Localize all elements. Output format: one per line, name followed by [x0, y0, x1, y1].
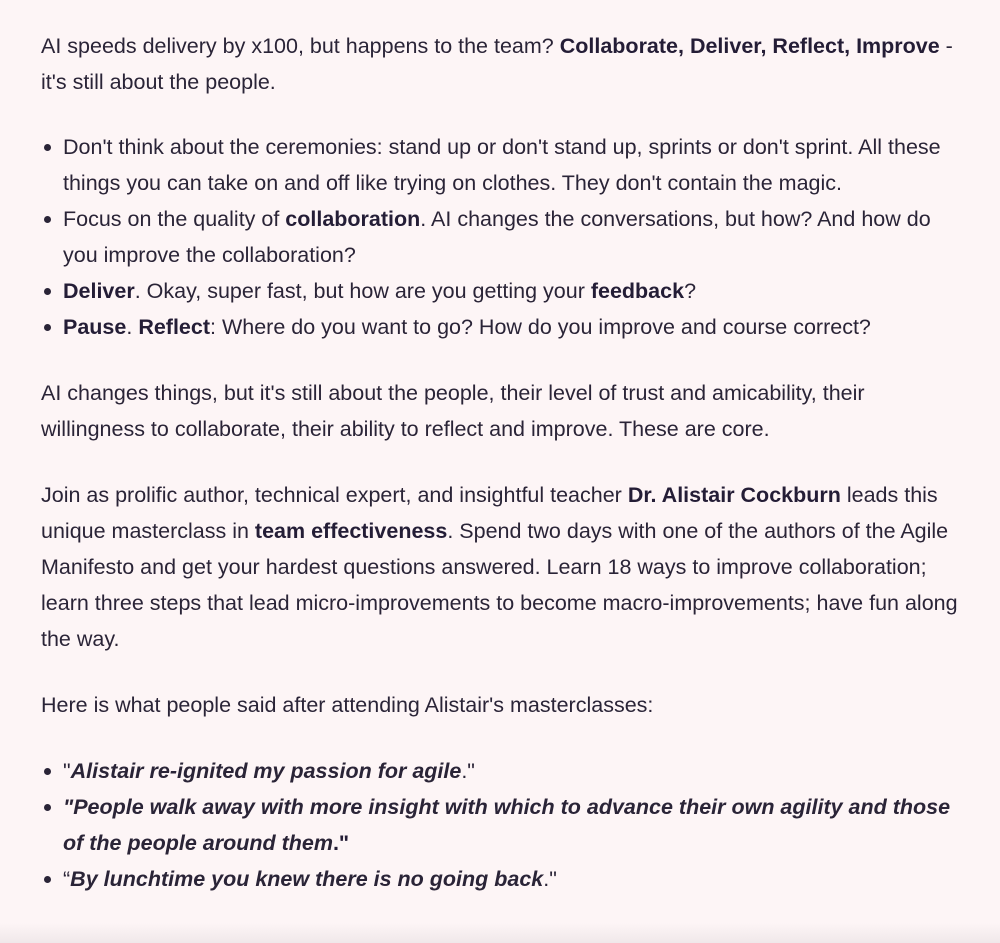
list-item-post: : Where do you want to go? How do you improve and course correct? — [210, 315, 871, 339]
bottom-fade — [0, 923, 1000, 943]
list-item-mid: . Okay, super fast, but how are you getting your — [134, 279, 591, 303]
masterclass-post: . Spend two days with one of the authors of the Agile Manifesto and get your hardest questions answered. Learn 18 ways to improve collaboration; learn three steps that lead micro-improvements to become macro-improvements; have fun along the way. — [41, 519, 958, 651]
list-item — [63, 309, 960, 345]
masterclass-mid: leads this unique masterclass in — [41, 483, 938, 543]
quote-open: " — [63, 759, 71, 783]
core-paragraph: AI changes things, but it's still about the people, their level of trust and amicability, their willingness to collaborate, their ability to reflect and improve. These are core. — [41, 381, 865, 441]
list-item-strong: Pause — [63, 315, 127, 339]
quote-text: By lunchtime you knew there is no going back — [70, 867, 544, 891]
quote-close: ." — [543, 867, 557, 891]
testimonial-item — [63, 789, 960, 861]
masterclass-paragraph — [41, 477, 960, 657]
list-item-strong: collaboration — [285, 207, 421, 231]
list-item-strong: feedback — [590, 279, 685, 303]
list-item-strong: Deliver — [63, 279, 135, 303]
intro-tail: - it's still about the people. — [41, 34, 953, 94]
list-item-text: Don't think about the ceremonies: stand up or don't stand up, sprints or don't sprint. All these things you can take on and off like trying on clothes. They don't contain the magic. — [63, 135, 941, 195]
testimonials-list — [41, 753, 960, 897]
list-item — [63, 129, 960, 201]
quote-close: ." — [461, 759, 475, 783]
list-item-strong: Reflect — [138, 315, 211, 339]
testimonial-item — [63, 861, 960, 897]
quote-text: Alistair re-ignited my passion for agile — [70, 759, 462, 783]
list-item — [63, 273, 960, 309]
intro-lead: AI speeds delivery by x100, but happens to the team? — [41, 34, 560, 58]
quote-text: "People walk away with more insight with which to advance their own agility and those of the people around them — [63, 795, 951, 855]
testimonial-item — [63, 753, 960, 789]
list-item-mid: . — [126, 315, 139, 339]
intro-paragraph — [41, 28, 960, 100]
testimonials-intro: Here is what people said after attending Alistair's masterclasses: — [41, 693, 654, 717]
list-item-post: ? — [684, 279, 697, 303]
list-item-post: . AI changes the conversations, but how? And how do you improve the collaboration? — [63, 207, 931, 267]
masterclass-pre: Join as prolific author, technical expert, and insightful teacher — [41, 483, 628, 507]
principles-list — [41, 129, 960, 345]
topic-strong: team effectiveness — [254, 519, 448, 543]
list-item-pre: Focus on the quality of — [63, 207, 286, 231]
list-item — [63, 201, 960, 273]
instructor-name: Dr. Alistair Cockburn — [627, 483, 841, 507]
intro-strong: Collaborate, Deliver, Reflect, Improve — [559, 34, 940, 58]
quote-open: “ — [63, 867, 71, 891]
quote-close: ." — [332, 831, 350, 855]
